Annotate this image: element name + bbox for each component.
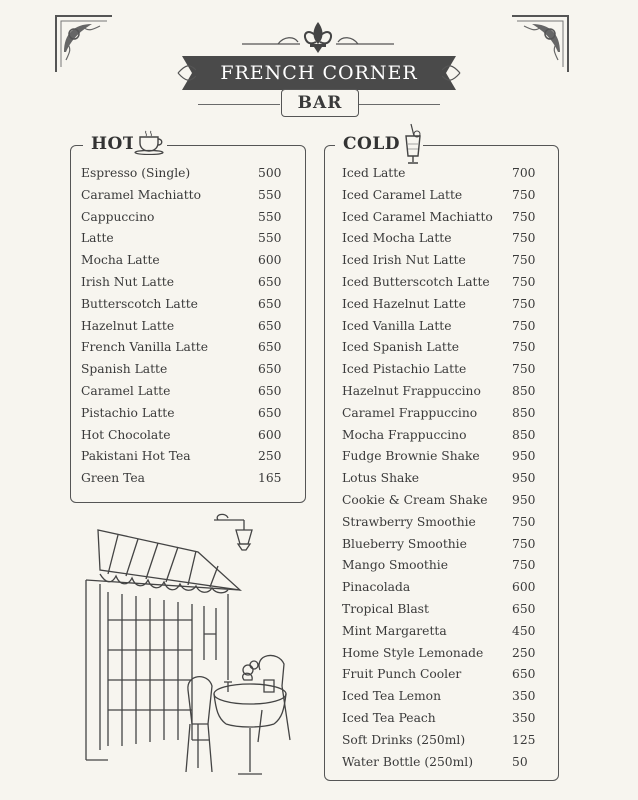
menu-item — [342, 250, 552, 270]
menu-item — [81, 425, 291, 445]
menu-item — [342, 708, 552, 728]
menu-item-price: 600 — [258, 427, 282, 442]
menu-item — [81, 272, 291, 292]
menu-item-price: 650 — [258, 384, 282, 398]
menu-item — [81, 337, 291, 357]
menu-item — [81, 163, 291, 183]
menu-item — [81, 446, 291, 466]
menu-item-name: Latte — [81, 231, 114, 246]
menu-item — [342, 752, 552, 772]
menu-item-price: 450 — [512, 623, 536, 638]
menu-item-price: 500 — [258, 166, 282, 180]
menu-item-price: 750 — [512, 514, 536, 529]
menu-item-name: Strawberry Smoothie — [342, 514, 476, 529]
menu-item-price: 650 — [258, 340, 282, 355]
menu-item-price: 650 — [258, 318, 282, 333]
menu-item-name: Spanish Latte — [81, 362, 168, 377]
menu-item — [342, 337, 552, 357]
menu-item — [342, 534, 552, 554]
menu-item — [81, 468, 291, 488]
menu-item-name: Espresso (Single) — [81, 166, 191, 180]
menu-item-price: 950 — [512, 493, 536, 507]
section-heading: COLD — [335, 134, 408, 154]
menu-item-name: French Vanilla Latte — [81, 340, 209, 355]
ornament-corner-icon — [52, 12, 116, 76]
menu-item-price: 600 — [512, 580, 536, 595]
menu-item-price: 650 — [512, 602, 536, 616]
section-heading: HOT — [83, 134, 144, 154]
menu-item-price: 125 — [512, 732, 536, 747]
menu-item-name: Cookie & Cream Shake — [342, 493, 488, 507]
menu-item — [342, 272, 552, 292]
menu-item-name: Iced Vanilla Latte — [342, 318, 452, 333]
menu-item-name: Iced Butterscotch Latte — [342, 275, 490, 289]
menu-item-price: 750 — [512, 340, 536, 355]
menu-item-name: Fudge Brownie Shake — [342, 449, 480, 464]
menu-item-name: Caramel Machiatto — [81, 187, 202, 202]
hot-menu-section — [70, 134, 306, 503]
menu-item-name: Water Bottle (250ml) — [342, 754, 474, 769]
menu-item — [81, 381, 291, 401]
menu-item-price: 250 — [512, 645, 536, 660]
menu-item-price: 750 — [512, 536, 536, 551]
menu-item-name: Iced Caramel Latte — [342, 187, 463, 202]
menu-item-name: Green Tea — [81, 471, 145, 486]
menu-item-price: 850 — [512, 427, 536, 442]
menu-item-name: Irish Nut Latte — [81, 275, 174, 289]
menu-item-name: Iced Caramel Machiatto — [342, 209, 493, 224]
menu-item — [81, 207, 291, 227]
menu-item-price: 750 — [512, 318, 536, 333]
menu-item-price: 650 — [258, 296, 282, 311]
menu-item — [81, 359, 291, 379]
menu-item-name: Iced Tea Peach — [342, 711, 436, 725]
iced-drink-icon — [403, 122, 423, 166]
menu-item — [342, 512, 552, 532]
menu-item-price: 700 — [512, 166, 536, 180]
menu-item — [342, 686, 552, 706]
menu-item-price: 750 — [512, 187, 536, 202]
menu-item-name: Mocha Latte — [81, 253, 160, 268]
menu-item-name: Butterscotch Latte — [81, 296, 198, 311]
menu-item-name: Caramel Latte — [81, 384, 171, 398]
menu-item-price: 250 — [258, 449, 282, 464]
menu-item-name: Hazelnut Frappuccino — [342, 384, 481, 398]
menu-item — [342, 446, 552, 466]
menu-item — [342, 730, 552, 750]
menu-item-name: Hazelnut Latte — [81, 318, 175, 333]
menu-item-name: Pakistani Hot Tea — [81, 449, 191, 464]
divider — [198, 104, 280, 105]
menu-item-name: Iced Hazelnut Latte — [342, 296, 466, 311]
menu-item-name: Home Style Lemonade — [342, 645, 484, 660]
menu-item — [342, 468, 552, 488]
menu-item — [342, 316, 552, 336]
menu-item — [342, 381, 552, 401]
menu-item-price: 650 — [512, 667, 536, 682]
menu-item-name: Mocha Frappuccino — [342, 427, 467, 442]
menu-item — [342, 490, 552, 510]
menu-item-name: Cappuccino — [81, 209, 155, 224]
cold-menu-section — [324, 134, 559, 781]
menu-item — [342, 643, 552, 663]
menu-item-price: 350 — [512, 711, 536, 725]
menu-item-price: 550 — [258, 231, 282, 246]
menu-item — [81, 250, 291, 270]
menu-item — [342, 294, 552, 314]
menu-item-name: Blueberry Smoothie — [342, 536, 467, 551]
menu-item — [342, 207, 552, 227]
cafe-terrace-illustration — [78, 510, 310, 790]
menu-item-price: 600 — [258, 253, 282, 268]
menu-item-price: 750 — [512, 253, 536, 268]
menu-item-price: 550 — [258, 187, 282, 202]
menu-item — [342, 621, 552, 641]
menu-item-price: 650 — [258, 362, 282, 377]
menu-item-name: Soft Drinks (250ml) — [342, 732, 466, 747]
page-subtitle: BAR — [281, 89, 359, 117]
menu-item-price: 750 — [512, 231, 536, 246]
menu-item-price: 350 — [512, 689, 536, 704]
coffee-cup-icon — [133, 129, 167, 155]
menu-item — [81, 316, 291, 336]
menu-item-price: 850 — [512, 405, 536, 420]
menu-item-price: 750 — [512, 209, 536, 224]
menu-item-price: 750 — [512, 362, 536, 377]
menu-item-price: 950 — [512, 471, 536, 486]
menu-item-name: Iced Irish Nut Latte — [342, 253, 466, 268]
fleur-de-lis-icon — [238, 20, 398, 54]
menu-item-name: Iced Mocha Latte — [342, 231, 452, 246]
menu-item — [81, 403, 291, 423]
menu-item-name: Fruit Punch Cooler — [342, 667, 462, 682]
menu-item-price: 750 — [512, 275, 536, 289]
menu-item-price: 650 — [258, 405, 282, 420]
menu-item-name: Iced Tea Lemon — [342, 689, 441, 704]
menu-item — [342, 599, 552, 619]
menu-item-name: Tropical Blast — [342, 602, 429, 616]
menu-item-price: 50 — [512, 754, 528, 769]
menu-item — [342, 163, 552, 183]
menu-item — [342, 228, 552, 248]
menu-item-price: 850 — [512, 384, 536, 398]
menu-item — [342, 555, 552, 575]
menu-item-name: Iced Pistachio Latte — [342, 362, 467, 377]
menu-item — [81, 228, 291, 248]
menu-item-price: 950 — [512, 449, 536, 464]
menu-item-name: Pinacolada — [342, 580, 411, 595]
menu-item-name: Pistachio Latte — [81, 405, 175, 420]
menu-item-name: Hot Chocolate — [81, 427, 171, 442]
menu-item-name: Lotus Shake — [342, 471, 420, 486]
menu-item — [342, 185, 552, 205]
menu-item — [81, 294, 291, 314]
menu-item-name: Mango Smoothie — [342, 558, 448, 573]
menu-item-price: 165 — [258, 471, 282, 486]
menu-item — [342, 359, 552, 379]
menu-item-price: 550 — [258, 209, 282, 224]
menu-item — [342, 664, 552, 684]
menu-item-name: Mint Margaretta — [342, 623, 447, 638]
divider — [358, 104, 440, 105]
menu-item — [342, 425, 552, 445]
menu-item-price: 650 — [258, 275, 282, 289]
ornament-corner-icon — [508, 12, 572, 76]
menu-item-name: Iced Spanish Latte — [342, 340, 460, 355]
menu-item-name: Iced Latte — [342, 166, 406, 180]
menu-item-price: 750 — [512, 296, 536, 311]
menu-item-name: Caramel Frappuccino — [342, 405, 478, 420]
menu-item — [342, 577, 552, 597]
menu-item — [81, 185, 291, 205]
menu-item — [342, 403, 552, 423]
page-title: FRENCH CORNER — [196, 56, 442, 90]
menu-item-price: 750 — [512, 558, 536, 573]
